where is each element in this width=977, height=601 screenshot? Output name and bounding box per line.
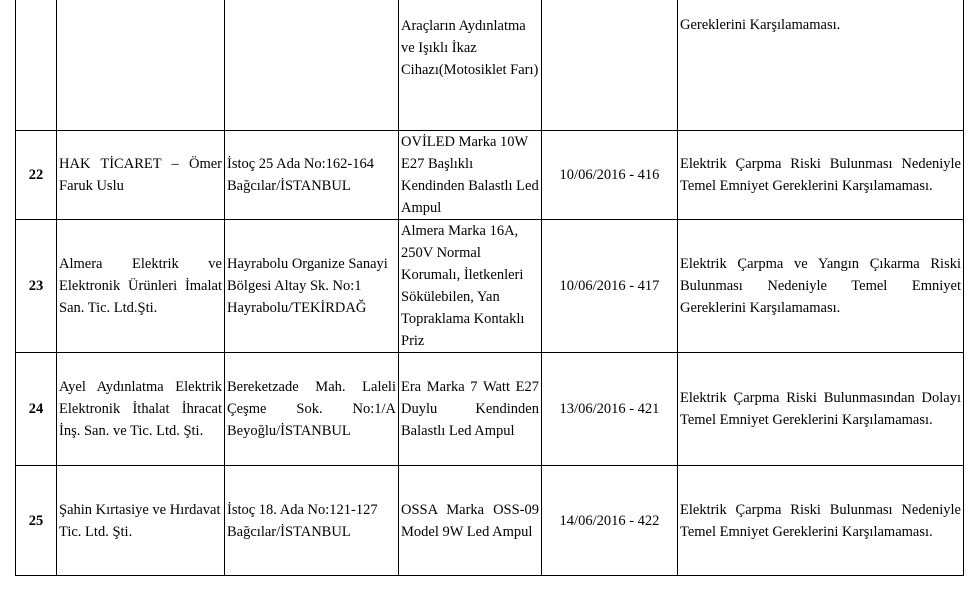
- recall-reason: Gereklerini Karşılamaması.: [678, 0, 964, 131]
- company-name: HAK TİCARET – Ömer Faruk Uslu: [57, 131, 225, 220]
- row-number: [16, 0, 57, 131]
- decision-date-number: 13/06/2016 - 421: [542, 353, 678, 466]
- table-row: [16, 466, 964, 576]
- table-row: [16, 0, 964, 131]
- recall-reason: Elektrik Çarpma Riski Bulunması Nedeniyle Temel Emniyet Gereklerini Karşılamaması.: [678, 131, 964, 220]
- table-row: [16, 353, 964, 466]
- company-address: İstoç 18. Ada No:121-127 Bağcılar/İSTANBUL: [225, 466, 399, 576]
- product-description: Almera Marka 16A, 250V Normal Korumalı, İletkenleri Sökülebilen, Yan Topraklama Kontaklı Priz: [399, 220, 542, 353]
- recall-reason: Elektrik Çarpma Riski Bulunması Nedeniyle Temel Emniyet Gereklerini Karşılamaması.: [678, 466, 964, 576]
- company-address: [225, 0, 399, 131]
- row-number: 24: [16, 353, 57, 466]
- product-description: Era Marka 7 Watt E27 Duylu Kendinden Balastlı Led Ampul: [399, 353, 542, 466]
- company-address: Hayrabolu Organize Sanayi Bölgesi Altay Sk. No:1 Hayrabolu/TEKİRDAĞ: [225, 220, 399, 353]
- company-name: [57, 0, 225, 131]
- decision-date-number: [542, 0, 678, 131]
- decision-date-number: 10/06/2016 - 416: [542, 131, 678, 220]
- company-address: Bereketzade Mah. Laleli Çeşme Sok. No:1/A Beyoğlu/İSTANBUL: [225, 353, 399, 466]
- row-number: 23: [16, 220, 57, 353]
- decision-date-number: 10/06/2016 - 417: [542, 220, 678, 353]
- company-name: Şahin Kırtasiye ve Hırdavat Tic. Ltd. Şti.: [57, 466, 225, 576]
- decision-date-number: 14/06/2016 - 422: [542, 466, 678, 576]
- row-number: 22: [16, 131, 57, 220]
- product-description: OVİLED Marka 10W E27 Başlıklı Kendinden Balastlı Led Ampul: [399, 131, 542, 220]
- recall-reason: Elektrik Çarpma Riski Bulunmasından Dolayı Temel Emniyet Gereklerini Karşılamaması.: [678, 353, 964, 466]
- product-description: Araçların Aydınlatma ve Işıklı İkaz Cihazı(Motosiklet Farı): [399, 0, 542, 131]
- table-row: [16, 131, 964, 220]
- recall-table: [15, 0, 964, 576]
- row-number: 25: [16, 466, 57, 576]
- table-row: [16, 220, 964, 353]
- company-address: İstoç 25 Ada No:162-164 Bağcılar/İSTANBUL: [225, 131, 399, 220]
- company-name: Ayel Aydınlatma Elektrik Elektronik İthalat İhracat İnş. San. ve Tic. Ltd. Şti.: [57, 353, 225, 466]
- recall-reason: Elektrik Çarpma ve Yangın Çıkarma Riski Bulunması Nedeniyle Temel Emniyet Gereklerini Karşılamaması.: [678, 220, 964, 353]
- product-description: OSSA Marka OSS-09 Model 9W Led Ampul: [399, 466, 542, 576]
- company-name: Almera Elektrik ve Elektronik Ürünleri İmalat San. Tic. Ltd.Şti.: [57, 220, 225, 353]
